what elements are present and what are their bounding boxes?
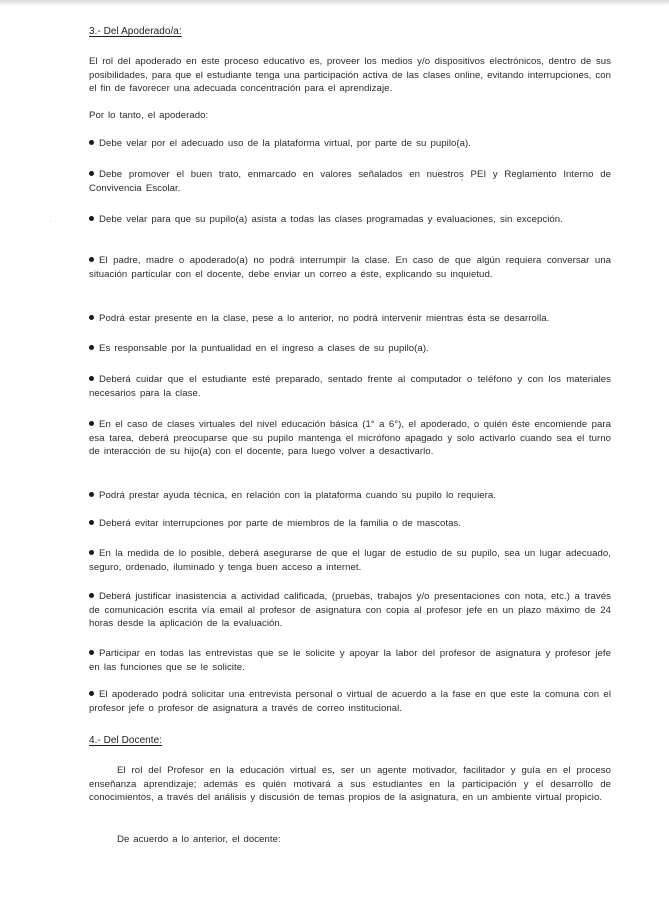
bullet-icon <box>89 171 94 176</box>
bullet-icon <box>89 691 94 696</box>
section-heading-docente: 4.- Del Docente: <box>89 735 163 746</box>
bullet-icon <box>89 376 94 381</box>
apoderado-list-item: Deberá evitar interrupciones por parte de miembros de la familia o de mascotas. <box>89 517 611 531</box>
apoderado-list-item: Podrá prestar ayuda técnica, en relación con la plataforma cuando su pupilo lo requiera. <box>89 489 611 503</box>
bullet-icon <box>89 140 94 145</box>
bullet-icon <box>89 315 94 320</box>
bullet-icon <box>89 650 94 655</box>
docente-intro-paragraph: El rol del Profesor en la educación virtual es, ser un agente motivador, facilitador y guía en el proceso enseñanza aprendizaje; además es quién motivará a sus estudiantes en la participación y el desarrollo de conocimientos, a través del análisis y discusión de temas propios de la asignatura, en un ambiente virtual propicio. <box>89 765 611 804</box>
bullet-icon <box>89 550 94 555</box>
apoderado-list-item: Deberá justificar inasistencia a actividad calificada, (pruebas, trabajos y/o presentaciones con nota, etc.) a través de comunicación escrita vía email al profesor de asignatura con copia al profesor jefe en un plazo máximo de 24 horas desde la aplicación de la evaluación. <box>89 591 611 630</box>
docente-lead-text: De acuerdo a lo anterior, el docente: <box>117 834 281 845</box>
apoderado-list-item: Participar en todas las entrevistas que se le solicite y apoyar la labor del profesor de asignatura y profesor jefe en las funciones que se le solicite. <box>89 648 611 673</box>
apoderado-list-item: Debe promover el buen trato, enmarcado en valores señalados en nuestros PEI y Reglamento Interno de Convivencia Escolar. <box>89 169 611 194</box>
apoderado-list-item: Podrá estar presente en la clase, pese a lo anterior, no podrá intervenir mientras ésta se desarrolla. <box>89 312 611 326</box>
apoderado-list-item: En el caso de clases virtuales del nivel educación básica (1° a 6°), el apoderado, o quién éste encomiende para esa tarea, deberá preocuparse que su pupilo mantenga el micrófono apagado y solo activarlo cuando sea el turno de interacción de su hijo(a) con el docente, para luego volver a desactivarlo. <box>89 419 611 458</box>
apoderado-list-item: Deberá cuidar que el estudiante esté preparado, sentado frente al computador o teléfono y con los materiales necesarios para la clase. <box>89 374 611 399</box>
apoderado-list-item: Es responsable por la puntualidad en el ingreso a clases de su pupilo(a). <box>89 342 611 356</box>
bullet-icon <box>89 216 94 221</box>
bullet-icon <box>89 345 94 350</box>
bullet-icon <box>89 421 94 426</box>
apoderado-list-item: El apoderado podrá solicitar una entrevista personal o virtual de acuerdo a la fase en que este la comuna con el profesor jefe o profesor de asignatura a través de correo institucional. <box>89 689 611 714</box>
scan-top-edge <box>0 0 669 6</box>
apoderado-list-item: En la medida de lo posible, deberá asegurarse de que el lugar de estudio de su pupilo, sea un lugar adecuado, seguro, ordenado, iluminado y tenga buen acceso a internet. <box>89 548 611 573</box>
bullet-icon <box>89 520 94 525</box>
apoderado-list-item: Debe velar por el adecuado uso de la plataforma virtual, por parte de su pupilo(a). <box>89 137 611 151</box>
apoderado-list-item: Debe velar para que su pupilo(a) asista a todas las clases programadas y evaluaciones, sin excepción. <box>89 213 611 227</box>
bullet-icon <box>89 492 94 497</box>
bullet-icon <box>89 257 94 262</box>
bullet-icon <box>89 593 94 598</box>
section-heading-apoderado: 3.- Del Apoderado/a: <box>89 26 182 37</box>
apoderado-list-item: El padre, madre o apoderado(a) no podrá interrumpir la clase. En caso de que algún requiera conversar una situación particular con el docente, debe enviar un correo a éste, explicando su inquietud. <box>89 255 611 280</box>
scan-speck <box>50 221 51 222</box>
apoderado-intro-paragraph: El rol del apoderado en este proceso educativo es, proveer los medios y/o dispositivos electrónicos, dentro de sus posibilidades, para que el estudiante tenga una participación activa de las clases online, evitando interrupciones, con el fin de favorecer una adecuada concentración para el aprendizaje. <box>89 56 611 95</box>
apoderado-lead-text: Por lo tanto, el apoderado: <box>89 110 209 121</box>
